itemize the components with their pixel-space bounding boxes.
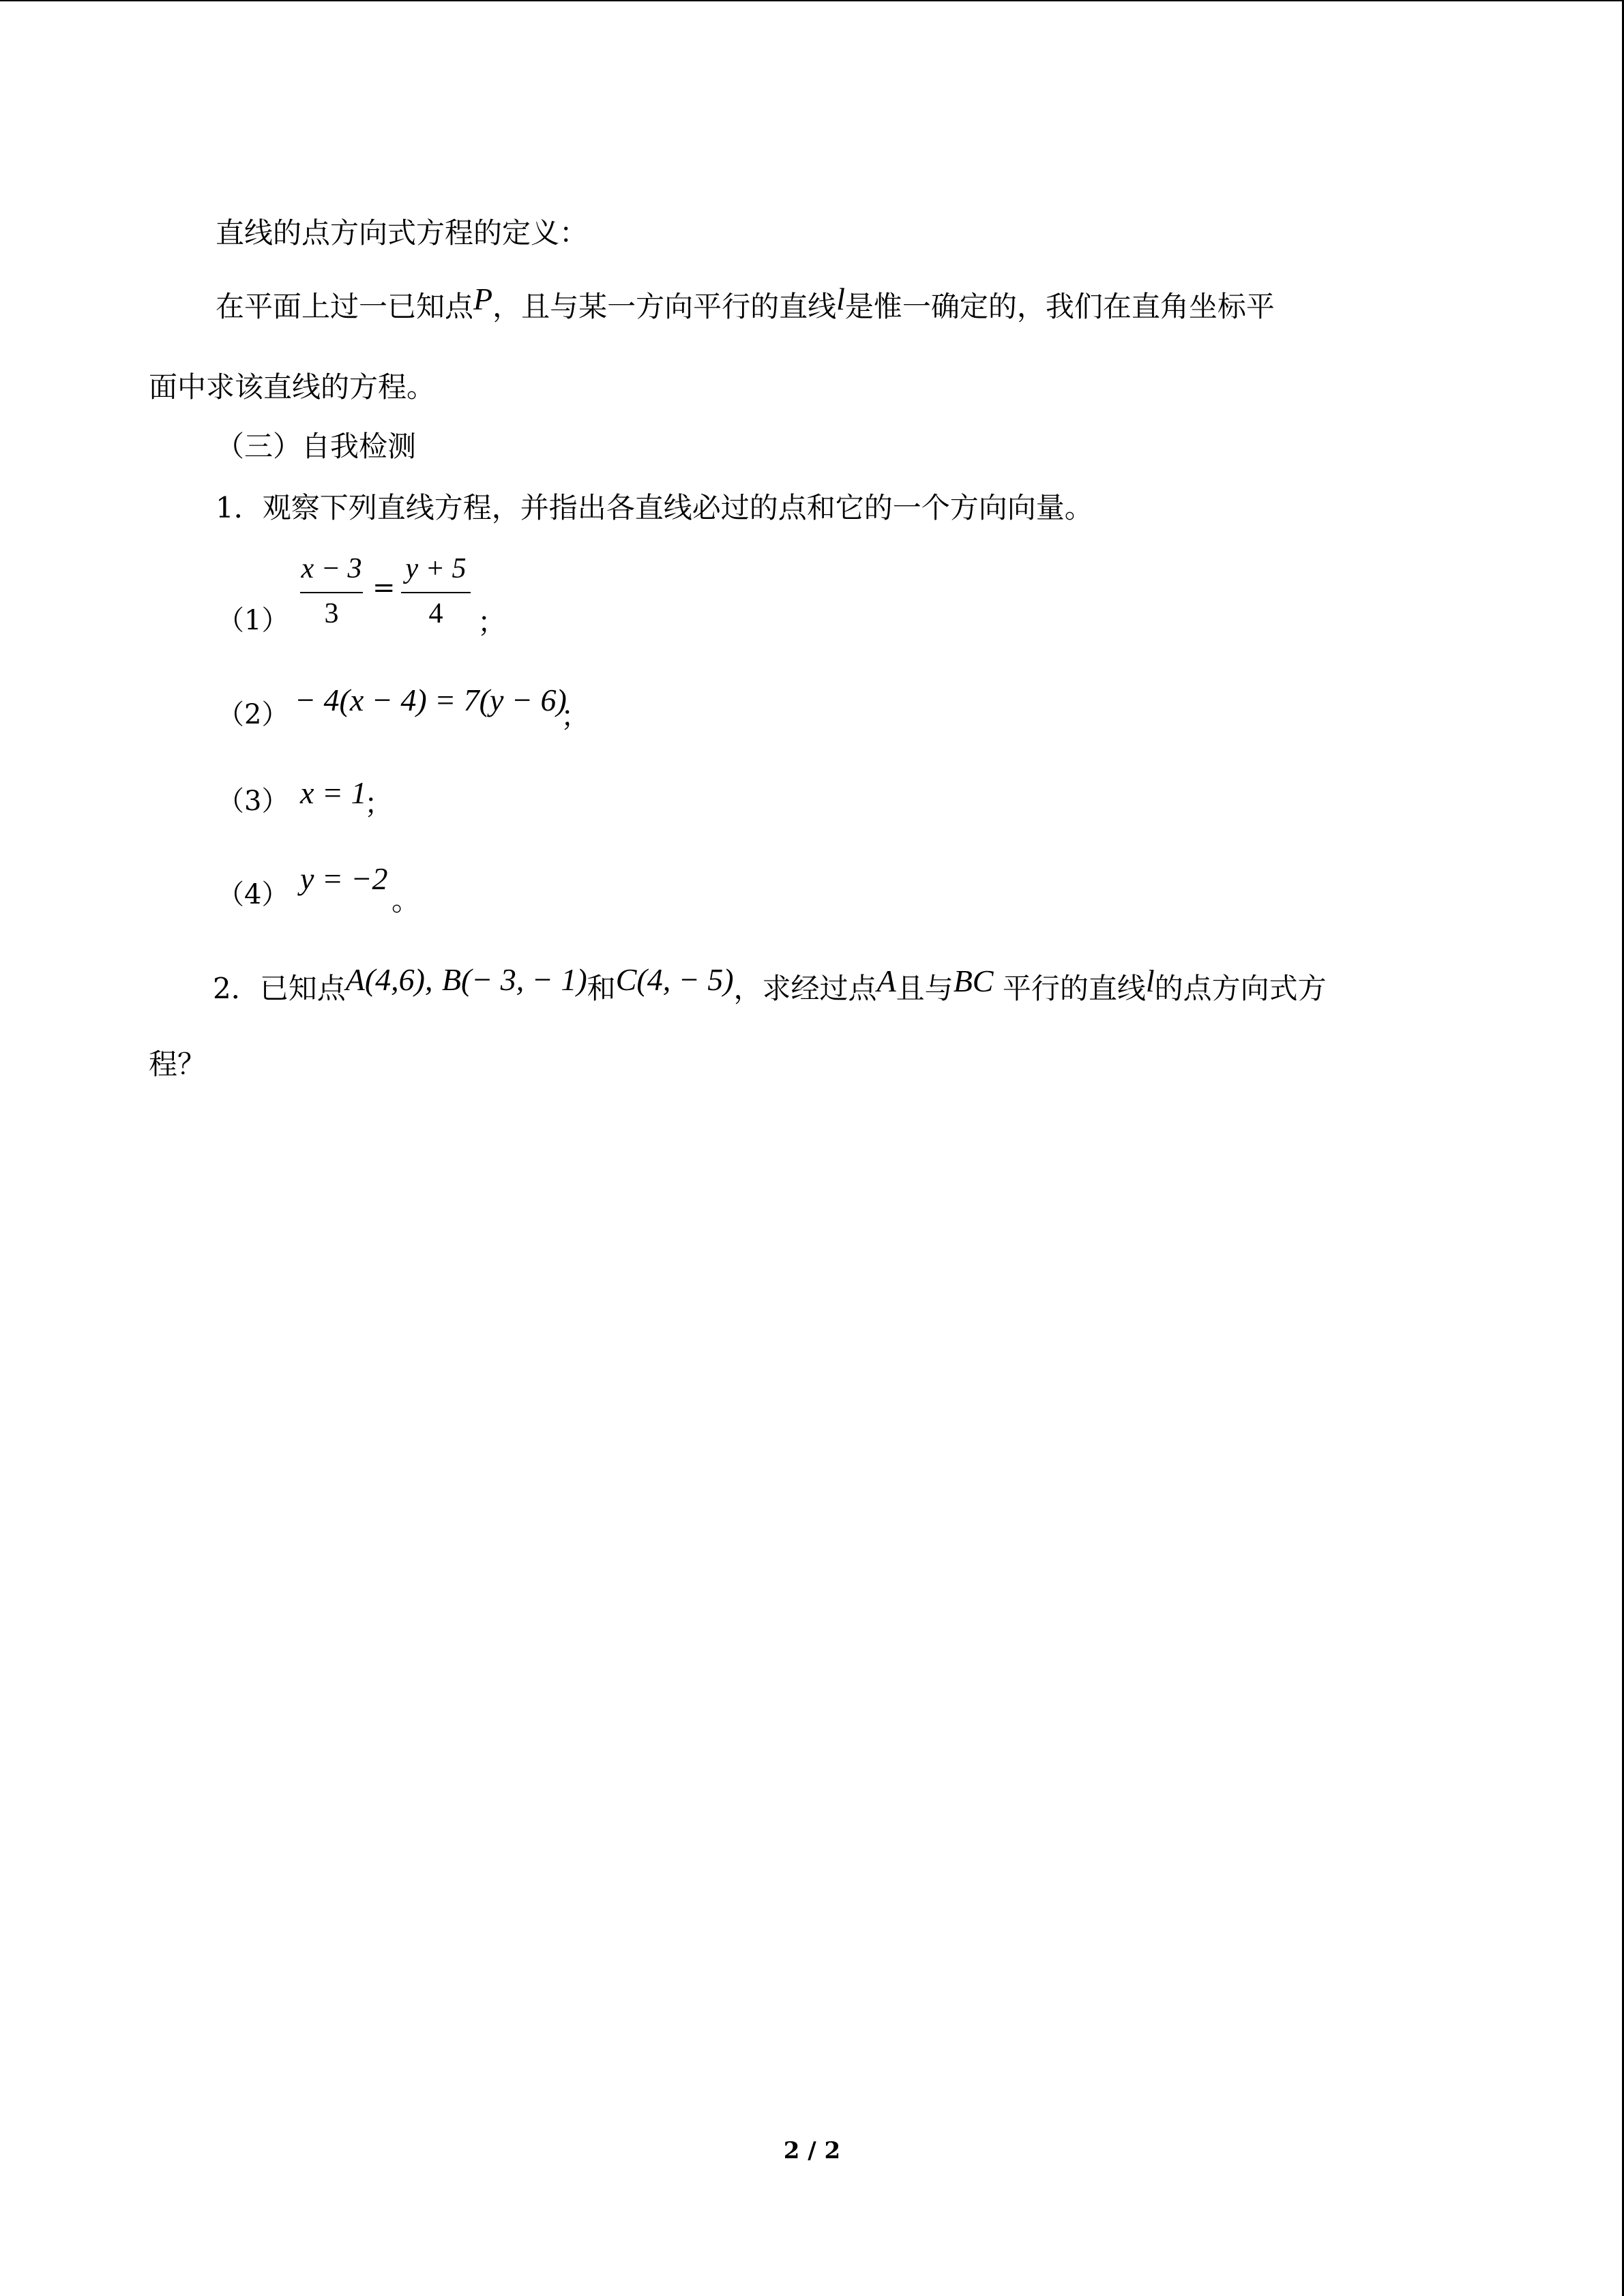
point-C: C(4, − 5) <box>615 962 734 997</box>
fraction-left <box>300 552 363 634</box>
item-label-1: （1） <box>217 605 289 636</box>
item-label-2: （2） <box>217 699 289 730</box>
q2-text: 平行的直线 <box>1002 972 1146 1005</box>
item-label-3: （3） <box>217 786 289 817</box>
definition-title: 直线的点方向式方程的定义： <box>216 216 589 250</box>
point-B: B(− 3, − 1) <box>441 962 587 997</box>
equals-sign: = <box>372 572 396 603</box>
item-end-4: 。 <box>392 884 421 917</box>
item-end-1: ； <box>477 606 507 639</box>
equation-2: − 4(x − 4) = 7(y − 6) <box>295 683 567 717</box>
fraction-left-bar <box>300 592 363 593</box>
page-number: 2 / 2 <box>783 2137 841 2164</box>
question-2-line-1 <box>213 962 1327 1005</box>
q2-text: 的点方向式方 <box>1154 972 1327 1005</box>
math-point-P: P <box>473 282 493 316</box>
paragraph-line-1 <box>216 282 1275 323</box>
fraction-right-denominator: 4 <box>428 598 443 629</box>
segment-BC: BC <box>953 964 994 998</box>
fraction-left-denominator: 3 <box>324 598 339 629</box>
fraction-left-numerator: x − 3 <box>301 553 362 584</box>
equation-4: y = −2 <box>300 861 388 896</box>
para-text: ，且与某一方向平行的直线 <box>492 290 837 323</box>
math-line-l: l <box>836 282 845 316</box>
section-heading: （三）自我检测 <box>216 430 417 463</box>
item-end-3: ； <box>364 787 394 820</box>
paragraph-line-2: 面中求该直线的方程。 <box>149 370 436 404</box>
q2-text: ，求经过点 <box>733 972 877 1005</box>
q2-text: 2．已知点 <box>213 972 346 1005</box>
point-A-ref: A <box>876 964 896 998</box>
fraction-right <box>401 552 471 634</box>
q2-text: 和 <box>587 972 616 1005</box>
question-1: 1．观察下列直线方程，并指出各直线必过的点和它的一个方向向量。 <box>216 491 1093 524</box>
fraction-right-numerator: y + 5 <box>405 553 467 584</box>
point-A: A(4,6), <box>345 962 433 997</box>
equation-3: x = 1 <box>300 775 367 810</box>
question-2-line-2: 程？ <box>149 1047 207 1081</box>
fraction-right-bar <box>401 592 471 593</box>
item-label-4: （4） <box>217 879 289 910</box>
q2-text: 且与 <box>896 972 954 1005</box>
para-text: 是惟一确定的，我们在直角坐标平 <box>844 290 1275 323</box>
line-l-ref: l <box>1145 964 1155 998</box>
para-text: 在平面上过一已知点 <box>216 290 474 323</box>
item-end-2: ； <box>561 700 590 733</box>
